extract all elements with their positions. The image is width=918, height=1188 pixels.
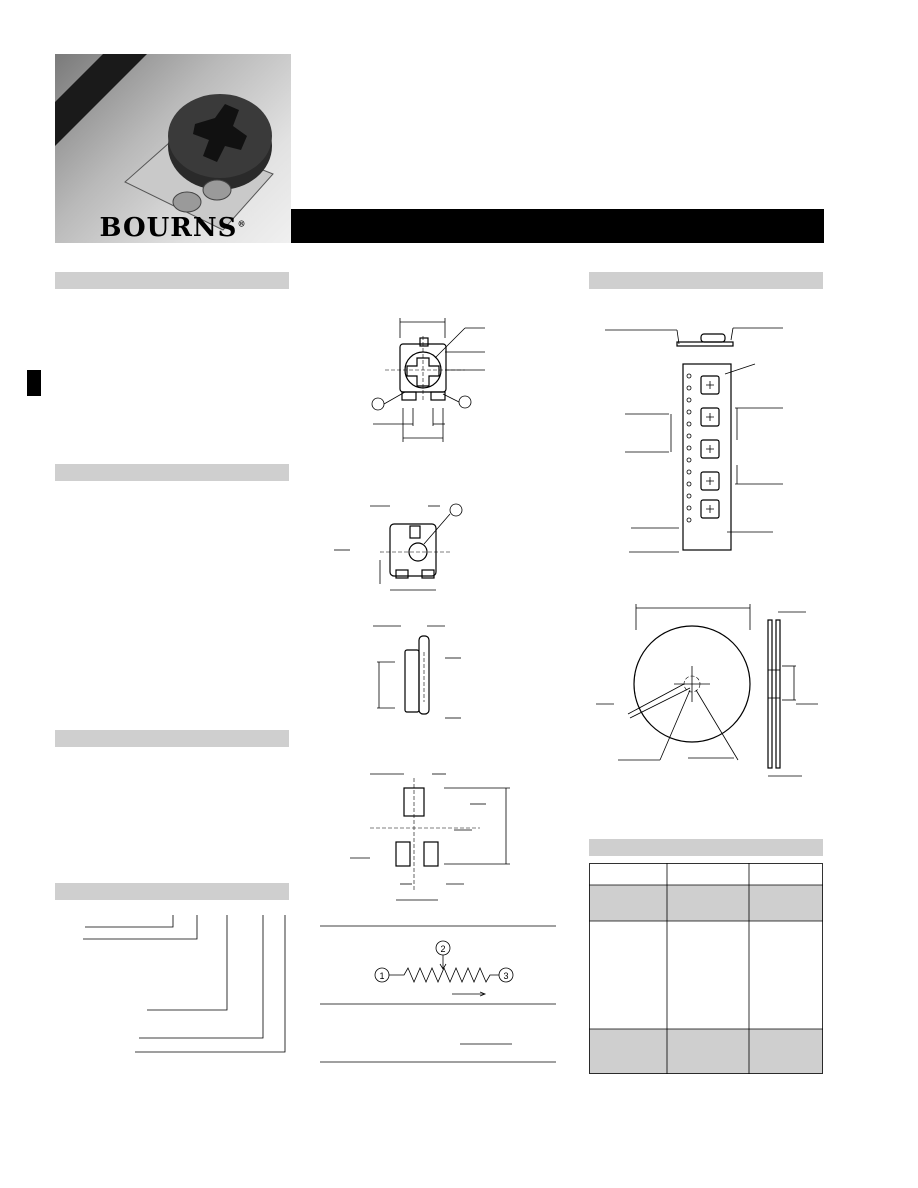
- section-header-left-3: [55, 730, 289, 747]
- top-view-drawing: [365, 318, 565, 458]
- pcb-layout-drawing: [340, 770, 520, 910]
- registered-mark: ®: [237, 218, 247, 229]
- brand-name: BOURNS: [99, 213, 238, 243]
- brand-logo: [55, 213, 291, 243]
- section-header-left-4: [55, 883, 289, 900]
- tape-drawing: [605, 320, 805, 560]
- front-view-drawing: [330, 500, 470, 600]
- section-header-right-2: [589, 839, 823, 856]
- part-number-diagram: [55, 905, 295, 1055]
- section-header-left-2: [55, 464, 289, 481]
- product-photo: [55, 54, 291, 243]
- sprocket-holes: [687, 374, 691, 522]
- schematic-diagram: [318, 922, 558, 1072]
- reel-drawing: [592, 600, 822, 790]
- terminal-label-3: 3: [503, 971, 509, 981]
- terminal-label-2: 2: [440, 944, 446, 954]
- section-header-right-1: [589, 272, 823, 289]
- specs-table: [589, 863, 823, 1074]
- section-header-left-1: [55, 272, 289, 289]
- side-tab: [27, 370, 41, 396]
- tape-pockets: [701, 376, 719, 518]
- side-view-drawing: [365, 622, 505, 722]
- title-bar: [291, 209, 824, 243]
- terminal-label-1: 1: [379, 971, 385, 981]
